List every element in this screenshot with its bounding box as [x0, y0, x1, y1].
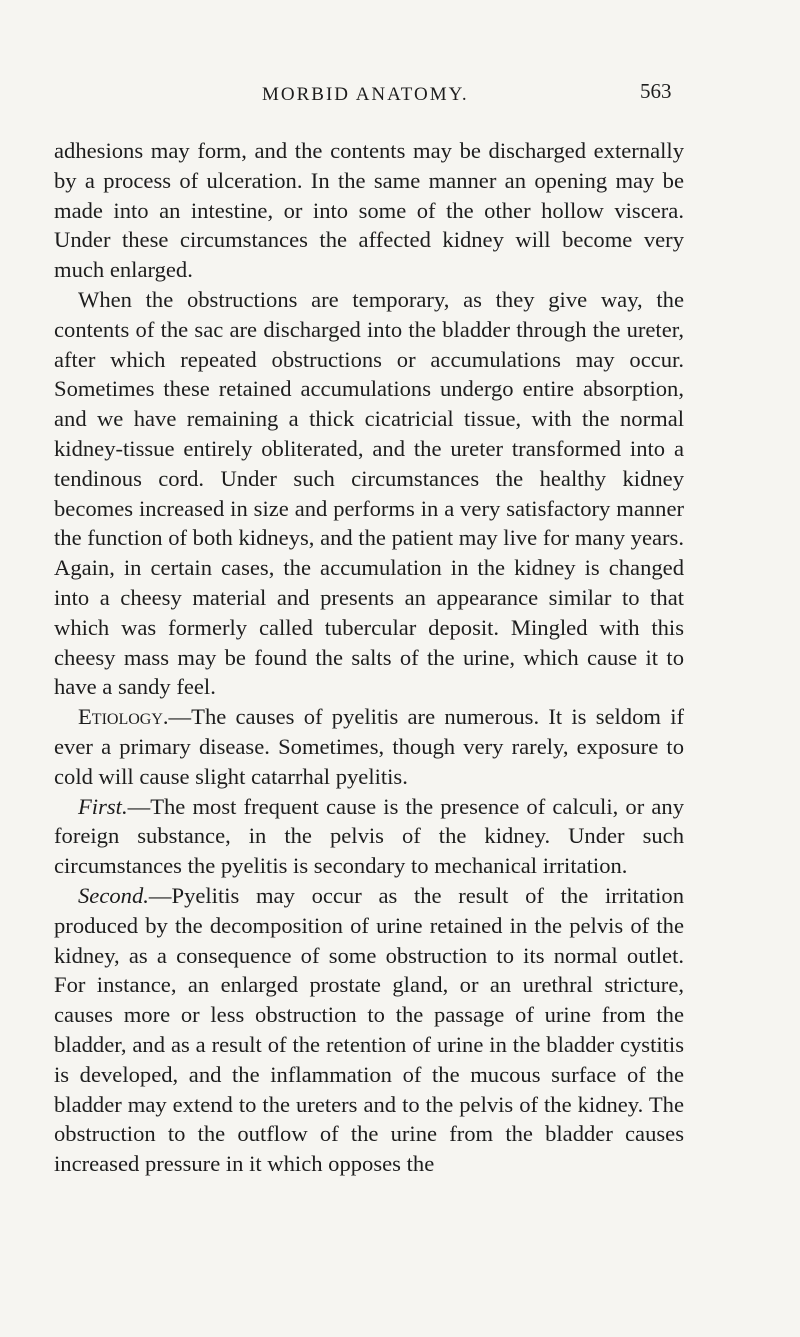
section-heading-etiology: Etiology.: [78, 704, 169, 730]
paragraph-continued: [54, 136, 684, 285]
running-title: MORBID ANATOMY.: [262, 84, 469, 105]
subheading-first: First.: [78, 793, 128, 819]
paragraph-first: [54, 792, 684, 881]
paragraph-text: adhesions may form, and the contents may be discharged externally by a process of ulceration. In the same manner an opening may be made into an intestine, or into some of the other hollow viscera. Under these circumstances the affected kidney will become very much enlarged.: [54, 138, 684, 283]
paragraph-obstructions: [54, 285, 684, 702]
page-number: 563: [640, 79, 672, 103]
paragraph-text: —The most frequent cause is the presence of calculi, or any foreign substance, in the pelvis of the kidney. Under such circumstances the pyelitis is secondary to mechanical irritation.: [54, 793, 684, 879]
paragraph-text: —The causes of pyelitis are numerous. It is seldom if ever a primary disease. Sometimes, though very rarely, exposure to cold will cause slight catarrhal pyelitis.: [54, 704, 684, 789]
paragraph-second: [54, 881, 684, 1179]
paragraph-etiology: [54, 702, 684, 791]
body-text: [54, 136, 684, 1179]
subheading-second: Second.: [78, 882, 149, 908]
paragraph-text: When the obstructions are temporary, as they give way, the contents of the sac are discharged into the bladder through the ureter, after which repeated obstructions or accumulations may occur. Sometimes these retained accumulations undergo entire absorption, and we have remaining a thick cicatricial tissue, with the normal kidney-tissue entirely obliterated, and the ureter transformed into a tendinous cord. Under such circumstances the healthy kidney becomes increased in size and performs in a very satisfactory manner the function of both kidneys, and the patient may live for many years. Again, in certain cases, the accumulation in the kidney is changed into a cheesy material and presents an appearance similar to that which was formerly called tubercular deposit. Mingled with this cheesy mass may be found the salts of the urine, which cause it to have a sandy feel.: [54, 286, 684, 700]
paragraph-text: —Pyelitis may occur as the result of the irritation produced by the decomposition of urine retained in the pelvis of the kidney, as a consequence of some obstruction to its normal outlet. For instance, an enlarged prostate gland, or an urethral stricture, causes more or less obstruction to the passage of urine from the bladder, and as a result of the retention of urine in the bladder cystitis is developed, and the inflammation of the mucous surface of the bladder may extend to the ureters and to the pelvis of the kidney. The obstruction to the outflow of the urine from the bladder causes increased pressure in it which opposes the: [54, 882, 684, 1177]
